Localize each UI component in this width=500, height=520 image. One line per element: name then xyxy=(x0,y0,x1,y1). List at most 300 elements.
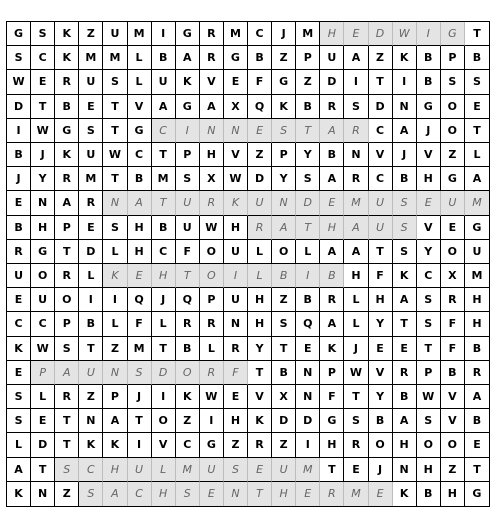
grid-cell: H xyxy=(417,458,441,482)
grid-cell: L xyxy=(103,240,127,264)
grid-cell: E xyxy=(320,191,344,215)
grid-cell: A xyxy=(320,119,344,143)
grid-cell: S xyxy=(441,70,465,94)
grid-cell: B xyxy=(320,143,344,167)
grid-cell: A xyxy=(152,95,176,119)
grid-cell: S xyxy=(7,409,31,433)
grid-cell: E xyxy=(224,385,248,409)
grid-cell: Z xyxy=(176,409,200,433)
grid-cell: M xyxy=(152,167,176,191)
grid-cell: Y xyxy=(369,385,393,409)
grid-cell: J xyxy=(272,22,296,46)
grid-cell: D xyxy=(320,70,344,94)
grid-cell: F xyxy=(128,312,152,336)
grid-cell: R xyxy=(200,46,224,70)
grid-cell: I xyxy=(7,119,31,143)
grid-cell: P xyxy=(176,143,200,167)
grid-cell: M xyxy=(344,482,368,506)
grid-cell: Z xyxy=(79,385,103,409)
grid-cell: A xyxy=(393,409,417,433)
grid-cell: O xyxy=(176,361,200,385)
grid-cell: R xyxy=(7,240,31,264)
grid-cell: R xyxy=(55,70,79,94)
grid-cell: B xyxy=(152,46,176,70)
grid-cell: X xyxy=(441,264,465,288)
grid-cell: T xyxy=(344,385,368,409)
grid-cell: T xyxy=(152,337,176,361)
grid-cell: H xyxy=(248,288,272,312)
grid-cell: T xyxy=(248,361,272,385)
grid-cell: M xyxy=(296,22,320,46)
grid-cell: S xyxy=(176,482,200,506)
grid-cell: H xyxy=(393,433,417,457)
grid-cell: X xyxy=(224,95,248,119)
grid-cell: G xyxy=(31,240,55,264)
grid-cell: T xyxy=(393,312,417,336)
grid-cell: E xyxy=(465,433,489,457)
grid-cell: V xyxy=(152,433,176,457)
grid-cell: L xyxy=(7,433,31,457)
grid-cell: L xyxy=(128,70,152,94)
grid-cell: S xyxy=(31,22,55,46)
grid-cell: P xyxy=(417,361,441,385)
grid-cell: A xyxy=(200,95,224,119)
grid-cell: B xyxy=(320,264,344,288)
grid-cell: C xyxy=(79,458,103,482)
grid-cell: M xyxy=(128,22,152,46)
word-search-grid xyxy=(6,21,490,507)
grid-cell: E xyxy=(7,191,31,215)
grid-cell: D xyxy=(296,191,320,215)
grid-cell: W xyxy=(200,216,224,240)
grid-cell: C xyxy=(176,433,200,457)
grid-cell: E xyxy=(7,361,31,385)
grid-cell: S xyxy=(417,288,441,312)
grid-cell: O xyxy=(441,240,465,264)
grid-cell: R xyxy=(55,385,79,409)
grid-cell: W xyxy=(393,22,417,46)
grid-cell: U xyxy=(224,288,248,312)
grid-cell: P xyxy=(103,385,127,409)
grid-cell: T xyxy=(103,167,127,191)
grid-cell: Q xyxy=(296,312,320,336)
grid-cell: W xyxy=(417,385,441,409)
grid-cell: S xyxy=(393,191,417,215)
grid-cell: I xyxy=(176,119,200,143)
grid-cell: J xyxy=(152,288,176,312)
grid-cell: Z xyxy=(224,433,248,457)
grid-cell: E xyxy=(248,119,272,143)
grid-cell: B xyxy=(417,482,441,506)
grid-cell: G xyxy=(7,22,31,46)
grid-cell: R xyxy=(200,312,224,336)
grid-cell: T xyxy=(103,95,127,119)
grid-cell: B xyxy=(465,409,489,433)
grid-cell: N xyxy=(224,482,248,506)
grid-cell: L xyxy=(128,46,152,70)
grid-cell: I xyxy=(200,409,224,433)
grid-cell: M xyxy=(465,264,489,288)
grid-cell: K xyxy=(79,433,103,457)
grid-cell: I xyxy=(224,264,248,288)
grid-cell: C xyxy=(31,312,55,336)
grid-cell: S xyxy=(344,409,368,433)
grid-cell: K xyxy=(55,22,79,46)
grid-cell: Z xyxy=(369,46,393,70)
grid-cell: S xyxy=(224,458,248,482)
grid-cell: R xyxy=(441,288,465,312)
grid-cell: A xyxy=(272,216,296,240)
grid-cell: X xyxy=(200,167,224,191)
grid-cell: G xyxy=(200,433,224,457)
grid-cell: E xyxy=(296,482,320,506)
grid-cell: U xyxy=(7,264,31,288)
grid-cell: B xyxy=(465,46,489,70)
grid-cell: U xyxy=(369,191,393,215)
grid-cell: P xyxy=(441,46,465,70)
grid-cell: D xyxy=(7,95,31,119)
grid-cell: G xyxy=(417,95,441,119)
grid-cell: S xyxy=(7,385,31,409)
grid-cell: A xyxy=(176,46,200,70)
grid-cell: Y xyxy=(248,337,272,361)
grid-cell: A xyxy=(393,288,417,312)
grid-cell: T xyxy=(417,337,441,361)
grid-cell: D xyxy=(369,95,393,119)
grid-cell: F xyxy=(176,240,200,264)
grid-cell: N xyxy=(393,95,417,119)
grid-cell: U xyxy=(31,288,55,312)
grid-cell: H xyxy=(128,216,152,240)
grid-cell: C xyxy=(417,264,441,288)
grid-cell: O xyxy=(55,288,79,312)
grid-cell: T xyxy=(320,458,344,482)
grid-cell: T xyxy=(369,240,393,264)
grid-cell: U xyxy=(224,240,248,264)
grid-cell: O xyxy=(441,433,465,457)
grid-cell: B xyxy=(128,167,152,191)
grid-cell: L xyxy=(248,264,272,288)
grid-cell: C xyxy=(7,312,31,336)
grid-cell: P xyxy=(55,312,79,336)
grid-cell: K xyxy=(103,433,127,457)
grid-cell: A xyxy=(344,46,368,70)
grid-cell: D xyxy=(31,433,55,457)
grid-cell: I xyxy=(79,288,103,312)
grid-cell: U xyxy=(441,191,465,215)
grid-cell: W xyxy=(224,167,248,191)
grid-cell: B xyxy=(248,46,272,70)
grid-cell: Q xyxy=(128,288,152,312)
grid-cell: I xyxy=(152,22,176,46)
grid-cell: L xyxy=(344,312,368,336)
grid-cell: P xyxy=(296,46,320,70)
grid-cell: S xyxy=(79,119,103,143)
grid-cell: N xyxy=(200,119,224,143)
grid-cell: O xyxy=(441,95,465,119)
grid-cell: G xyxy=(176,22,200,46)
grid-cell: U xyxy=(248,191,272,215)
grid-cell: U xyxy=(152,70,176,94)
grid-cell: D xyxy=(296,409,320,433)
grid-cell: K xyxy=(393,46,417,70)
grid-cell: H xyxy=(320,216,344,240)
grid-cell: G xyxy=(472,487,482,501)
grid-cell: H xyxy=(103,458,127,482)
grid-cell: X xyxy=(272,385,296,409)
grid-cell: V xyxy=(224,143,248,167)
grid-cell: T xyxy=(55,409,79,433)
grid-cell: H xyxy=(200,143,224,167)
grid-cell: K xyxy=(103,264,127,288)
grid-cell: V xyxy=(369,361,393,385)
grid-cell: R xyxy=(320,482,344,506)
grid-cell: O xyxy=(200,240,224,264)
grid-cell: J xyxy=(128,385,152,409)
grid-cell: Z xyxy=(272,433,296,457)
grid-cell: K xyxy=(393,264,417,288)
grid-cell: V xyxy=(369,143,393,167)
grid-cell: U xyxy=(176,216,200,240)
grid-cell: Y xyxy=(31,167,55,191)
grid-cell: E xyxy=(31,409,55,433)
grid-cell: N xyxy=(31,482,55,506)
grid-cell: T xyxy=(248,482,272,506)
grid-cell: V xyxy=(417,216,441,240)
grid-cell: Z xyxy=(248,143,272,167)
grid-cell: E xyxy=(344,22,368,46)
grid-cell: B xyxy=(417,46,441,70)
grid-cell: J xyxy=(369,458,393,482)
grid-cell: U xyxy=(200,458,224,482)
grid-cell: E xyxy=(79,95,103,119)
grid-cell: S xyxy=(103,70,127,94)
grid-cell: B xyxy=(393,167,417,191)
grid-cell: Y xyxy=(272,167,296,191)
grid-cell: B xyxy=(272,361,296,385)
grid-cell: B xyxy=(152,216,176,240)
grid-cell: C xyxy=(31,46,55,70)
grid-cell: A xyxy=(465,385,489,409)
grid-cell: Q xyxy=(176,288,200,312)
grid-cell: H xyxy=(465,288,489,312)
grid-cell: S xyxy=(417,409,441,433)
grid-cell: V xyxy=(441,385,465,409)
grid-cell: R xyxy=(344,119,368,143)
grid-cell: T xyxy=(128,409,152,433)
grid-cell: L xyxy=(152,312,176,336)
grid-cell: K xyxy=(55,46,79,70)
grid-cell: D xyxy=(248,167,272,191)
grid-cell: F xyxy=(441,337,465,361)
grid-cell: E xyxy=(31,70,55,94)
grid-cell: L xyxy=(465,143,489,167)
grid-cell: T xyxy=(152,191,176,215)
grid-cell: H xyxy=(248,312,272,336)
grid-cell: G xyxy=(272,70,296,94)
grid-cell: I xyxy=(296,433,320,457)
grid-cell: R xyxy=(344,167,368,191)
grid-cell: R xyxy=(200,22,224,46)
grid-cell: D xyxy=(272,409,296,433)
grid-cell: H xyxy=(465,312,489,336)
grid-cell: L xyxy=(103,312,127,336)
grid-cell: N xyxy=(103,191,127,215)
grid-cell: K xyxy=(176,70,200,94)
grid-cell: M xyxy=(79,46,103,70)
grid-cell: E xyxy=(128,264,152,288)
grid-cell: R xyxy=(320,95,344,119)
grid-cell: R xyxy=(224,337,248,361)
grid-cell: W xyxy=(103,143,127,167)
grid-cell: Y xyxy=(369,312,393,336)
grid-cell: E xyxy=(79,216,103,240)
grid-cell: S xyxy=(393,216,417,240)
grid-cell: G xyxy=(55,119,79,143)
grid-cell: Q xyxy=(248,95,272,119)
grid-cell: A xyxy=(393,119,417,143)
grid-cell: O xyxy=(31,264,55,288)
grid-cell: T xyxy=(465,119,489,143)
grid-cell: B xyxy=(7,216,31,240)
grid-cell: V xyxy=(200,70,224,94)
grid-cell: B xyxy=(393,385,417,409)
grid-cell: R xyxy=(79,191,103,215)
grid-cell: G xyxy=(224,46,248,70)
grid-cell: U xyxy=(103,22,127,46)
grid-cell: A xyxy=(7,458,31,482)
grid-cell: G xyxy=(441,167,465,191)
grid-cell: C xyxy=(152,240,176,264)
grid-cell: Z xyxy=(272,288,296,312)
grid-cell: N xyxy=(31,191,55,215)
grid-cell: H xyxy=(369,288,393,312)
grid-cell: L xyxy=(344,288,368,312)
grid-cell: M xyxy=(128,337,152,361)
grid-cell: C xyxy=(128,143,152,167)
grid-cell: J xyxy=(393,143,417,167)
grid-cell: U xyxy=(369,216,393,240)
grid-cell: S xyxy=(344,95,368,119)
grid-cell: C xyxy=(369,167,393,191)
grid-cell: B xyxy=(7,143,31,167)
grid-cell: H xyxy=(152,482,176,506)
grid-cell: F xyxy=(320,385,344,409)
grid-cell: D xyxy=(152,361,176,385)
grid-cell: A xyxy=(103,482,127,506)
grid-cell: P xyxy=(320,361,344,385)
grid-cell: O xyxy=(417,433,441,457)
grid-cell: N xyxy=(272,191,296,215)
grid-cell: H xyxy=(441,482,465,506)
grid-cell: Z xyxy=(441,143,465,167)
grid-cell: R xyxy=(248,216,272,240)
grid-cell: L xyxy=(248,240,272,264)
grid-cell: U xyxy=(79,70,103,94)
grid-cell: K xyxy=(248,409,272,433)
grid-cell: F xyxy=(224,361,248,385)
grid-cell: B xyxy=(465,337,489,361)
grid-cell: B xyxy=(79,312,103,336)
grid-cell: S xyxy=(79,482,103,506)
grid-cell: L xyxy=(296,240,320,264)
grid-cell: V xyxy=(417,143,441,167)
grid-cell: W xyxy=(344,361,368,385)
grid-cell: S xyxy=(103,216,127,240)
grid-cell: E xyxy=(248,458,272,482)
grid-cell: E xyxy=(344,458,368,482)
grid-cell: F xyxy=(248,70,272,94)
grid-cell: T xyxy=(152,143,176,167)
grid-cell: A xyxy=(320,167,344,191)
grid-cell: W xyxy=(200,385,224,409)
grid-cell: N xyxy=(224,312,248,336)
grid-cell: K xyxy=(393,482,417,506)
grid-cell: Y xyxy=(417,240,441,264)
grid-cell: U xyxy=(79,361,103,385)
grid-cell: H xyxy=(320,22,344,46)
grid-cell: P xyxy=(272,143,296,167)
grid-cell: T xyxy=(79,337,103,361)
grid-cell: L xyxy=(31,385,55,409)
grid-cell: K xyxy=(272,95,296,119)
grid-cell: K xyxy=(7,337,31,361)
grid-cell: N xyxy=(224,119,248,143)
grid-cell: T xyxy=(296,119,320,143)
grid-cell: E xyxy=(417,191,441,215)
grid-cell: A xyxy=(344,216,368,240)
grid-cell: R xyxy=(200,361,224,385)
grid-cell: D xyxy=(369,22,393,46)
grid-cell: P xyxy=(31,361,55,385)
grid-cell: I xyxy=(152,385,176,409)
grid-cell: S xyxy=(272,119,296,143)
grid-cell: U xyxy=(176,191,200,215)
grid-cell: V xyxy=(128,95,152,119)
grid-cell: T xyxy=(465,22,489,46)
grid-cell: T xyxy=(31,95,55,119)
grid-cell: O xyxy=(200,264,224,288)
grid-cell: K xyxy=(55,143,79,167)
grid-cell: S xyxy=(393,240,417,264)
grid-cell: H xyxy=(224,409,248,433)
grid-cell: N xyxy=(79,409,103,433)
grid-cell: M xyxy=(344,191,368,215)
grid-cell: T xyxy=(369,70,393,94)
grid-cell: H xyxy=(320,433,344,457)
grid-cell: I xyxy=(296,264,320,288)
grid-cell: A xyxy=(103,409,127,433)
grid-cell: Z xyxy=(296,70,320,94)
grid-cell: F xyxy=(441,312,465,336)
grid-cell: G xyxy=(441,22,465,46)
grid-cell: A xyxy=(344,240,368,264)
grid-cell: O xyxy=(272,240,296,264)
grid-cell: Z xyxy=(103,337,127,361)
grid-cell: E xyxy=(393,337,417,361)
grid-cell: U xyxy=(272,458,296,482)
grid-cell: B xyxy=(176,337,200,361)
grid-cell: O xyxy=(152,409,176,433)
grid-cell: H xyxy=(224,216,248,240)
grid-cell: Y xyxy=(296,143,320,167)
grid-cell: Z xyxy=(441,458,465,482)
grid-cell: S xyxy=(417,312,441,336)
grid-cell: W xyxy=(31,119,55,143)
grid-cell: A xyxy=(320,312,344,336)
grid-cell: A xyxy=(465,167,489,191)
grid-cell: U xyxy=(128,458,152,482)
